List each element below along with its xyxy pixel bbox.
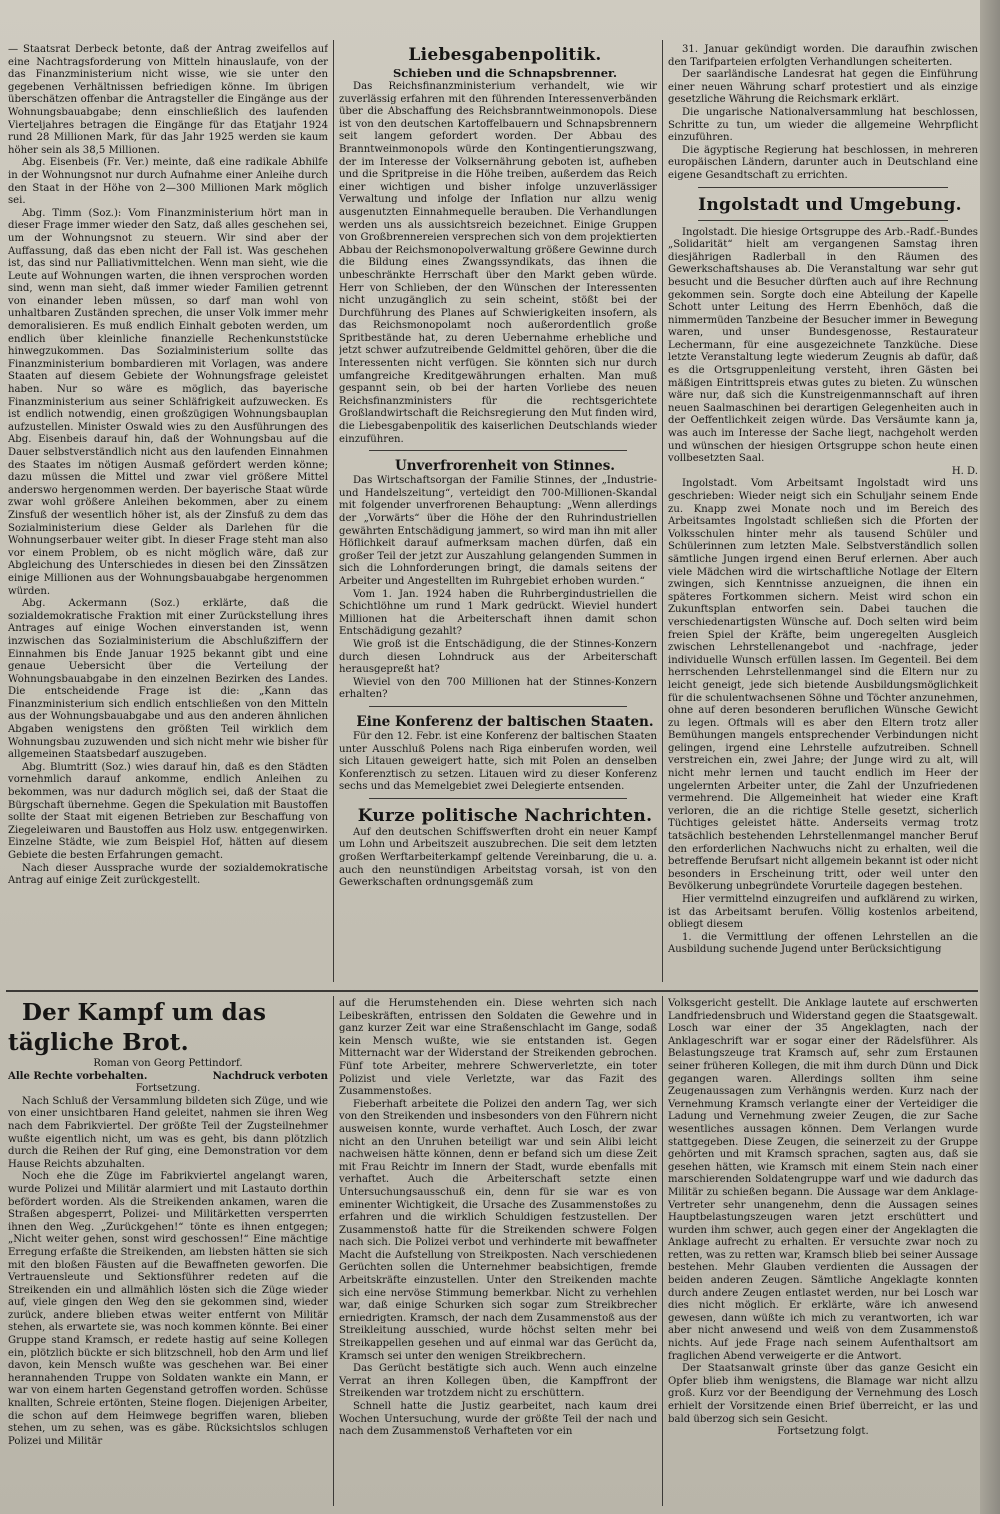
- paragraph: Das Gerücht bestätigte sich auch. Wenn auch einzelne Verrat an ihren Kollegen üben, die Kampffront der Streikenden war trotzdem nicht zu erschüttern.: [339, 1363, 657, 1400]
- column-divider: [333, 40, 334, 982]
- paragraph: Hier vermittelnd einzugreifen und aufklärend zu wirken, ist das Arbeitsamt berufen. Völlig kostenlos arbeitend, obliegt diesem: [668, 894, 978, 931]
- serial-column-left: [8, 998, 328, 1506]
- paragraph: 1. die Vermittlung der offenen Lehrstellen an die Ausbildung suchende Jugend unter Berücksichtigung: [668, 931, 978, 956]
- section-divider: [369, 706, 627, 707]
- paragraph: Noch ehe die Züge im Fabrikviertel angelangt waren, wurde Polizei und Militär alarmiert und mit Lastauto dorthin befördert worden. Als die Streikenden ankamen, waren die Straßen abgesperrt, Polizei- und Militärketten versperrten ihnen den Weg. „Zurückgehen!“ tönte es ihnen entgegen; „Nicht weiter gehen, sonst wird geschossen!“ Eine mächtige Erregung erfaßte die Streikenden, am liebsten hätten sie sich mit den bloßen Fäusten auf die Bewaffneten geworfen. Die Vertrauensleute und Sektionsführer redeten auf die Streikenden ein und allmählich lösten sich die Züge wieder auf, viele gingen den Weg den sie gekommen sind, wieder zurück, andere blieben etwas weiter entfernt von Militär stehen, als erwartete sie, was noch kommen könnte. Bei einer Gruppe stand Kramsch, er redete hastig auf seine Kollegen ein, plötzlich bückte er sich blitzschnell, hob den Arm und lief davon, kein Mensch wußte was geschehen war. Bei einer herannahenden Truppe von Soldaten wankte ein Mann, er war von einem harten Gegenstand getroffen worden. Schüsse knallten, Schreie ertönten, Steine flogen. Diejenigen Arbeiter, die schon auf dem Heimwege begriffen waren, blieben stehen, um zu sehen, was es gäbe. Rücksichtslos schlugen Polizei und Militär: [8, 1171, 328, 1447]
- section-divider: [369, 450, 627, 451]
- continued-end-label: Fortsetzung folgt.: [777, 1426, 869, 1438]
- section-divider: [698, 187, 948, 188]
- section-divider: [369, 798, 627, 799]
- paragraph: 31. Januar gekündigt worden. Die daraufhin zwischen den Tarifparteien erfolgten Verhandlungen scheiterten.: [668, 44, 978, 68]
- article-headline: Kurze politische Nachrichten.: [357, 805, 653, 826]
- rights-right: Nachdruck verboten: [212, 1070, 328, 1082]
- paragraph: Für den 12. Febr. ist eine Konferenz der baltischen Staaten unter Ausschluß Polens nach Riga einberufen worden, weil sich Litauen geweigert hatte, sich mit Polen an denselben Konferenztisch zu setzen. Litauen wird zu dieser Konferenz sechs und das Memelgebiet zwei Delegierte entsenden.: [339, 730, 657, 793]
- column-right-top: [668, 44, 978, 982]
- paragraph: — Staatsrat Derbeck betonte, daß der Antrag zweifellos auf eine Nachtragsforderung von Mitteln hinauslaufe, von der das Finanzministerium nicht wisse, wie sie unter den gegebenen Verhältnissen befriedigen könne. Im übrigen überschätzen offenbar die Antragsteller die Eingänge aus der Wohnungsbauabgabe; denn einschließlich des laufenden Vierteljahres betragen die Eingänge für das Etatjahr 1924 rund 28 Millionen Mark, für das Jahr 1925 werden sie kaum höher sein als 38,5 Millionen.: [8, 44, 328, 156]
- paragraph: Ingolstadt. Vom Arbeitsamt Ingolstadt wird uns geschrieben: Wieder neigt sich ein Schuljahr seinem Ende zu. Knapp zwei Monate noch und im Bereich des Arbeitsamtes Ingolstadt schließen sich die Pforten der Volksschulen hinter mehr als tausend Schüler und Schülerinnen zum letzten Male. Selbstverständlich sollen sämtliche Jungen irgend einen Beruf erlernen. Aber auch viele Mädchen wird die wirtschaftliche Notlage der Eltern zwingen, sich Kenntnisse anzueignen, die ihnen ein späteres Fortkommen sichern. Meist wird schon ein Zukunftsplan entworfen sein. Dabei tauchen die verschiedenartigsten Wünsche auf. Doch selten wird beim freien Spiel der Kräfte, beim ungeregelten Ausgleich zwischen Lehrstellenangebot und -nachfrage, jeder individuelle Wunsch erfüllen lassen. Im Gegenteil. Bei dem herrschenden Lehrstellenmangel sind die Eltern nur zu leicht geneigt, jede sich bietende Ausbildungsmöglichkeit für die schulentwachsenen Söhne und Töchter anzunehmen, ohne auf deren besonderen beruflichen Wünsche Gewicht zu legen. Oftmals will es aber den Eltern trotz aller Bemühungen mangels entsprechender Verbindungen nicht gelingen, irgend eine Lehrstelle aufzutreiben. Schnell verstreichen ein, zwei Jahre; der Junge wird zu alt, will nicht mehr lernen und taucht endlich im Heer der ungelernten Arbeiter unter, die Zahl der Unzufriedenen vermehrend. Die Allgemeinheit hat wieder eine Kraft verloren, die an die richtige Stelle gesetzt, sicherlich Tüchtiges geleistet hätte. Anderseits vermag trotz tatsächlich bestehenden Lehrstellenmangel mancher Beruf den erforderlichen Nachwuchs nicht zu erhalten, weil die betreffende Berufsart nicht allgemein bekannt ist oder nicht besonders in Erscheinung tritt, oder weil unter den Bevölkerung unbegründete Vorurteile dagegen bestehen.: [668, 478, 978, 893]
- section-divider: [698, 220, 948, 221]
- paragraph: Auf den deutschen Schiffswerften droht ein neuer Kampf um Lohn und Arbeitszeit auszubrechen. Die seit dem letzten großen Werftarbeiterkampf geltende Vereinbarung, die u. a. auch den neunstündigen Arbeitstag vorsah, ist von den Gewerkschaften ordnungsgemäß zum: [339, 826, 657, 889]
- article-headline: Liebesgabenpolitik.: [408, 45, 602, 65]
- paragraph: Wie groß ist die Entschädigung, die der Stinnes-Konzern durch diesen Lohndruck aus der Arbeiterschaft herausgepreßt hat?: [339, 638, 657, 676]
- paragraph: Abg. Ackermann (Soz.) erklärte, daß die sozialdemokratische Fraktion mit einer Zurückstellung ihres Antrages auf einige Wochen einverstanden ist, wenn inzwischen das Sozialministerium die Abschlußziffern der Einnahmen bis Ende Januar 1925 bekannt gibt und eine genaue Uebersicht über die Verteilung der Wohnungsbauabgabe in den einzelnen Bezirken des Landes. Die entscheidende Frage ist die: „Kann das Finanzministerium sich endlich entschließen von den Mitteln aus der Wohnungsbauabgabe und aus den anderen ähnlichen Abgaben wenigstens den größten Teil wirklich dem Wohnungsbau zuzuwenden und sich nicht mehr wie bisher für allgemeinen Staatsbedarf auszugeben.: [8, 598, 328, 761]
- serial-title: Der Kampf um das tägliche Brot.: [8, 999, 267, 1056]
- page-edge-shadow: [980, 0, 1000, 1514]
- paragraph: Die ägyptische Regierung hat beschlossen, in mehreren europäischen Ländern, darunter auch in Deutschland eine eigene Gesandtschaft zu errichten.: [668, 144, 978, 181]
- paragraph: Die ungarische Nationalversammlung hat beschlossen, Schritte zu tun, um wieder die allgemeine Wehrpflicht einzuführen.: [668, 106, 978, 144]
- rights-line: [8, 1071, 328, 1084]
- paragraph: Wieviel von den 700 Millionen hat der Stinnes-Konzern erhalten?: [339, 676, 657, 701]
- column-divider: [333, 996, 334, 1506]
- paragraph: Der saarländische Landesrat hat gegen die Einführung einer neuen Währung scharf protestiert und als einzige gesetzliche Währung die Reichsmark erklärt.: [668, 69, 978, 106]
- paragraph: Das Reichsfinanzministerium verhandelt, wie wir zuverlässig erfahren mit den führenden Interessenverbänden über die Abschaffung des Reichsbranntweinmonopols. Diese ist von den deutschen Kartoffelbauern und Schnapsbrennern seit langem gefordert worden. Der Abbau des Branntweinmonopols würde den Kontingentierungszwang, der im Interesse der Volksernährung geboten ist, aufheben und die Spritpreise in die Höhe treiben, außerdem das Reich einer wichtigen und bisher infolge unzuverlässiger Verwaltung und infolge der Inflation nur allzu wenig ausgenutzten Einnahmequelle berauben. Die Verhandlungen werden uns als aussichtsreich bezeichnet. Einige Gruppen von Großbrennereien versprechen sich von dem projektierten Abbau der Reichsmonopolverwaltung größere Gewinne durch die Bildung eines Zwangssyndikats, das ihnen die unbeschränkte Herrschaft über den Markt geben würde. Herr von Schlieben, der den Wünschen der Interessenten nicht unzugänglich zu sein scheint, stößt bei der Durchführung des Planes auf Schwierigkeiten insofern, als das Reichsmonopolamt noch außerordentlich große Spritbestände hat, zu deren Uebernahme erhebliche und jetzt schwer aufzutreibende Geldmittel gehören, über die die Interessenten nicht verfügen. Sie könnten sich nur durch umfangreiche Kreditgewährungen erhalten. Man muß gespannt sein, ob bei der harten Vorliebe des neuen Reichsfinanzministers für die rechtsgerichtete Großlandwirtschaft die Reichsregierung den Mut finden wird, die Liebesgabenpolitik des kaiserlichen Deutschlands wieder einzuführen.: [339, 81, 657, 445]
- paragraph: Abg. Blumtritt (Soz.) wies darauf hin, daß es den Städten vornehmlich darauf ankomme, endlich Anleihen zu bekommen, was nur dadurch möglich sei, daß der Staat die Bürgschaft übernehme. Gegen die Spekulation mit Baustoffen sollte der Staat mit eigenen Betrieben zur Beschaffung von Ziegeleiwaren und Baustoffen aus Holz usw. entgegenwirken. Einzelne Städte, wie zum Beispiel Hof, hätten auf diesem Gebiete die besten Erfahrungen gemacht.: [8, 761, 328, 861]
- feuilleton-divider: [6, 990, 978, 992]
- article-headline: Eine Konferenz der baltischen Staaten.: [356, 713, 654, 730]
- paragraph: Schnell hatte die Justiz gearbeitet, nach kaum drei Wochen Untersuchung, wurde der größte Teil der nach und nach dem Zusammenstoß Verhafteten vor ein: [339, 1401, 657, 1438]
- serial-column-middle: [339, 998, 657, 1506]
- article-headline: Unverfrorenheit von Stinnes.: [394, 458, 616, 475]
- column-middle-top: [339, 44, 657, 982]
- paragraph: Das Wirtschaftsorgan der Familie Stinnes, der „Industrie- und Handelszeitung“, verteidigt den 700-Millionen-Skandal mit folgender unverfrorenen Behauptung: „Wenn allerdings der „Vorwärts“ über die Höhe der den Ruhrindustriellen gewährten Entschädigung jammert, so wird man ihn mit aller Höflichkeit darauf aufmerksam machen dürfen, daß ein großer Teil der jetzt zur Auszahlung gelangenden Summen in sich die Lohnforderungen bringt, die damals seitens der Arbeiter und Angestellten im Ruhrgebiet erhoben wurden.“: [339, 475, 657, 587]
- paragraph: Der Staatsanwalt grinste über das ganze Gesicht ein Opfer blieb ihm wenigstens, die Blamage war nicht allzu groß. Kurz vor der Beendigung der Vernehmung des Losch erhielt der Vorsitzende einen Brief überreicht, er las und bald überzog sich sein Gesicht.: [668, 1363, 978, 1425]
- paragraph: Ingolstadt. Die hiesige Ortsgruppe des Arb.-Radf.-Bundes „Solidarität“ hielt am vergangenen Samstag ihren diesjährigen Radlerball in den Räumen des Gewerkschaftshauses ab. Die Veranstaltung war sehr gut besucht und die Besucher dürften auch auf ihre Rechnung gekommen sein. Sorgte doch eine Abteilung der Kapelle Schott unter Leitung des Herrn Ebenhöch, daß die nimmermüden Tanzbeine der Besucher immer in Bewegung waren, und unser Bundesgenosse, Restaurateur Lechermann, für eine ausgezeichnete Tanzküche. Diese letzte Veranstaltung legte wiederum Zeugnis ab dafür, daß es die Ortsgruppenleitung versteht, ihren Gästen bei mäßigen Eintrittspreis etwas gutes zu bieten. Zu wünschen wäre nur, daß sich die Kunstreigenmannschaft auf ihren neuen Saalmaschinen bei derartigen Gelegenheiten auch in der Oeffentlichkeit zeigen würde. Das Versäumte kann ja, was auch im Interesse der Sache liegt, nachgeholt werden und wünschen der hiesigen Ortsgruppe schon heute einen vollbesetzten Saal.: [668, 226, 978, 465]
- serial-column-right: [668, 998, 978, 1506]
- paragraph: Vom 1. Jan. 1924 haben die Ruhrbergindustriellen die Schichtlöhne um rund 1 Mark gedrückt. Wieviel hundert Millionen hat die Arbeiterschaft ihnen damit schon Entschädigung gezahlt?: [339, 588, 657, 638]
- paragraph: Abg. Timm (Soz.): Vom Finanzministerium hört man in dieser Frage immer wieder den Satz, daß alles geschehen sei, um der Wohnungsnot zu steuern. Wir sind aber der Auffassung, daß das eben nicht der Fall ist. Was geschehen ist, das sind nur Palliativmittelchen. Wenn man sieht, wie die Leute auf Wohnungen warten, die ihnen versprochen worden sind, wenn man sieht, daß immer wieder Familien getrennt von einander leben müssen, so darf man wohl von unhaltbaren Zuständen sprechen, die unser Volk immer mehr demoralisieren. Es muß endlich Einhalt geboten werden, um endlich über kleinliche finanzielle Rechenkunststücke hinwegzukommen. Das Sozialministerium sollte das Finanzministerium bombardieren mit Vorlagen, was andere Staaten auf diesem Gebiete der Wohnungsfrage geleistet haben. Nur so wäre es möglich, das bayerische Finanzministerium aus seiner Schläfrigkeit aufzuwecken. Es ist endlich notwendig, einen großzügigen Wohnungsbauplan aufzustellen. Minister Oswald wies zu den Ausführungen des Abg. Eisenbeis darauf hin, daß der Wohnungsbau auf die Dauer selbstverständlich nicht aus den laufenden Einnahmen des Staates im nötigen Ausmaß gefördert werden könne; dazu müssen die Mittel und zwar viel größere Mittel anderswo hergenommen werden. Der bayerische Staat würde zwar wohl größere Anleihen bekommen, aber zu einem Zinsfuß der wesentlich höher ist, als der Zinsfuß zu dem das Sozialministerium diese Gelder als Darlehen für die Wohnungserbauer weiter gibt. In dieser Frage steht man also vor einem Problem, ob es nicht möglich wäre, daß zur Abgleichung des Unterschiedes in diesen bei den Zinssätzen einige Millionen aus der Wohnungsbauabgabe hergenommen würden.: [8, 207, 328, 597]
- serial-byline: Roman von Georg Pettindorf.: [93, 1058, 243, 1069]
- signature: H. D.: [951, 465, 978, 477]
- paragraph: Volksgericht gestellt. Die Anklage lautete auf erschwerten Landfriedensbruch und Widerstand gegen die Staatsgewalt. Losch war einer der 35 Angeklagten, nach der Anklageschrift war er sogar einer der Rädelsführer. Als Belastungszeuge trat Kramsch auf, sehr zum Erstaunen seiner früheren Kollegen, die mit ihm durch Dünn und Dick gegangen waren. Allerdings sollten ihm seine Zeugenaussagen zum Verhängnis werden. Kurz nach der Vernehmung Kramsch verlangte einer der Verteidiger die Ladung und Vernehmung zweier Zeugen, die zur Sache wesentliches aussagen können. Dem Verlangen wurde stattgegeben. Diese Zeugen, die seinerzeit zu der Gruppe gehörten und mit Kramsch sprachen, sagten aus, daß sie gesehen hätten, wie Kramsch mit einem Stein nach einer marschierenden Soldatengruppe warf und wie dadurch das Militär zu schießen begann. Die Aussage war dem Anklage-Vertreter sehr unangenehm, denn die Aussagen seines Hauptbelastungszeugen waren jetzt erschüttert und wurden ihm schwer, auch gegen einer der Angeklagten die Anklage aufrecht zu erhalten. Er versuchte zwar noch zu retten, was zu retten war, Kramsch blieb bei seiner Aussage bestehen. Mehr Glauben verdienten die Aussagen der beiden anderen Zeugen. Sämtliche Angeklagte konnten durch andere Zeugen entlastet werden, nur bei Losch war dies nicht möglich. Er erklärte, wäre ich anwesend gewesen, dann wüßte ich mich zu verantworten, ich war aber nicht anwesend und weiß von dem Zusammenstoß nichts. Auf jede Frage nach seinem Aufenthaltsort am fraglichen Abend verweigerte er die Antwort.: [668, 998, 978, 1362]
- column-divider: [662, 996, 663, 1506]
- paragraph: Abg. Eisenbeis (Fr. Ver.) meinte, daß eine radikale Abhilfe in der Wohnungsnot nur durch Aufnahme einer Anleihe durch den Staat in der Höhe von 2—300 Millionen Mark möglich sei.: [8, 157, 328, 207]
- rights-left: Alle Rechte vorbehalten.: [8, 1070, 148, 1082]
- paragraph: Fieberhaft arbeitete die Polizei den andern Tag, wer sich von den Streikenden und insbesonders von den Führern nicht ausweisen konnte, wurde verhaftet. Auch Losch, der zwar nicht an den Unruhen beteiligt war und sein Alibi leicht nachweisen hätte können, denn er befand sich um diese Zeit mit Frau Reichtr im Innern der Stadt, wurde ebenfalls mit verhaftet. Auch die Arbeiterschaft setzte einen Untersuchungsausschuß ein, denn für sie war es von eminenter Wichtigkeit, die Ursache des Zusammenstoßes zu erfahren und die wirklich Schuldigen festzustellen. Der Zusammenstoß hatte für die Streikenden schwere Folgen nach sich. Die Polizei verbot und verhinderte mit bewaffneter Macht die Aufstellung von Streikposten. Nach verschiedenen Gerüchten sollen die Unternehmer beabsichtigen, fremde Arbeitskräfte einzustellen. Unter den Streikenden machte sich eine nervöse Stimmung bemerkbar. Nicht zu verhehlen war, daß einige Schurken sich sogar zum Streikbrecher erniedrigten. Kramsch, der nach dem Zusammenstoß aus der Streikleitung ausschied, wurde höchst selten mehr bei Streikappellen gesehen und auf einmal war das Gerücht da, Kramsch sei unter den wenigen Streikbrechern.: [339, 1098, 657, 1362]
- paragraph: auf die Herumstehenden ein. Diese wehrten sich nach Leibeskräften, entrissen den Soldaten die Gewehre und in ganz kurzer Zeit war eine Straßenschlacht im Gange, sodaß kein Mensch wußte, wie sie entstanden ist. Gegen Mitternacht war der Widerstand der Streikenden gebrochen. Fünf tote Arbeiter, mehrere Schwerverletzte, ein toter Polizist und viele Verletzte, war das Fazit des Zusammenstoßes.: [339, 998, 657, 1098]
- continued-label: Fortsetzung.: [135, 1083, 201, 1095]
- paragraph: Nach Schluß der Versammlung bildeten sich Züge, und wie von einer unsichtbaren Hand geleitet, nahmen sie ihren Weg nach dem Fabrikviertel. Der größte Teil der Zugsteilnehmer wußte eigentlich nicht, um was es geht, bis dann plötzlich durch die Reihen der Ruf ging, eine Demonstration vor dem Hause Reichts abzuhalten.: [8, 1095, 328, 1170]
- article-subheadline: Schieben und die Schnapsbrenner.: [392, 66, 618, 80]
- article-headline: Ingolstadt und Umgebung.: [698, 194, 962, 215]
- paragraph: Nach dieser Aussprache wurde der sozialdemokratische Antrag auf einige Zeit zurückgestellt.: [8, 862, 328, 887]
- column-divider: [662, 40, 663, 982]
- column-left-top: [8, 44, 328, 982]
